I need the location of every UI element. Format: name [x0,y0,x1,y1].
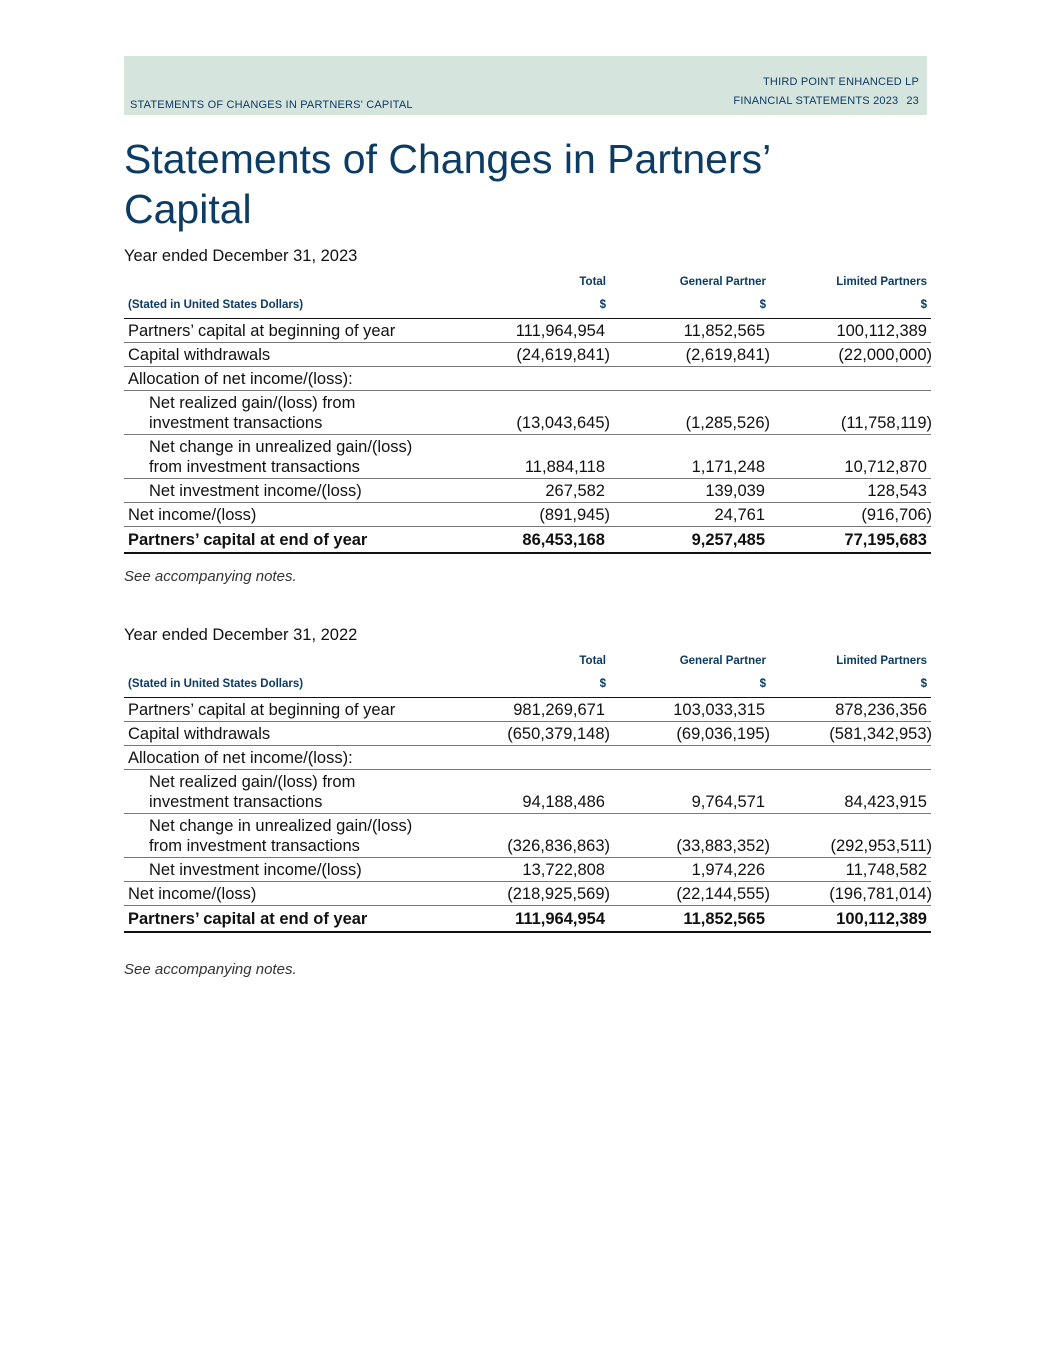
statement-2022 [124,622,931,933]
header-section-title: STATEMENTS OF CHANGES IN PARTNERS' CAPITAL [130,99,413,111]
value-limited-partners: 11,748,582 [769,858,931,882]
table-row [124,479,931,503]
value-general-partner: (1,285,526) [685,414,770,432]
footnote: See accompanying notes. [124,961,297,978]
unit-general-partner: $ [759,678,766,690]
capital-table-2023 [124,318,931,554]
value-total: (891,945) [539,506,610,524]
row-label: Partners’ capital at beginning of year [124,698,457,722]
row-label: Net income/(loss) [124,882,457,906]
section-heading: Year ended December 31, 2022 [124,626,358,644]
table-row [124,770,931,814]
total-row [124,527,931,554]
value-total: (13,043,645) [516,414,610,432]
table-row [124,698,931,722]
value-limited-partners: 128,543 [769,479,931,503]
footnote: See accompanying notes. [124,568,297,585]
unit-total: $ [599,299,606,311]
value-limited-partners: (581,342,953) [829,725,932,743]
value-total: 13,722,808 [457,858,609,882]
value-limited-partners: (916,706) [861,506,932,524]
value-total: 981,269,671 [457,698,609,722]
row-label [124,391,457,435]
row-label: Partners’ capital at end of year [124,527,457,554]
row-label: Allocation of net income/(loss): [124,746,931,770]
table-row [124,858,931,882]
row-label-line-2: from investment transactions [149,837,360,855]
value-limited-partners: (292,953,511) [830,837,932,855]
value-general-partner: (22,144,555) [676,885,770,903]
value-limited-partners: 878,236,356 [769,698,931,722]
row-label: Partners’ capital at beginning of year [124,319,457,343]
unit-general-partner: $ [759,299,766,311]
row-label-line-2: from investment transactions [149,458,360,476]
table-row [124,319,931,343]
column-total: Total [579,276,606,288]
value-limited-partners: (11,758,119) [840,414,932,432]
header-document-info [733,73,919,111]
row-label [124,435,457,479]
unit-label: (Stated in United States Dollars) [128,678,304,690]
value-general-partner: 24,761 [609,503,769,527]
value-total: 94,188,486 [457,770,609,814]
page-header [124,56,927,115]
unit-limited-partners: $ [920,678,927,690]
value-total: (218,925,569) [507,885,610,903]
table-row [124,367,931,391]
unit-label: (Stated in United States Dollars) [128,299,304,311]
column-general-partner: General Partner [679,276,766,288]
table-row [124,882,931,906]
column-limited-partners: Limited Partners [836,276,927,288]
row-label: Partners’ capital at end of year [124,906,457,933]
header-company: THIRD POINT ENHANCED LP [763,76,919,88]
value-total: 86,453,168 [457,527,609,554]
table-row [124,503,931,527]
row-label-line-2: investment transactions [149,414,323,432]
table-row [124,814,931,858]
value-general-partner: 1,974,226 [609,858,769,882]
value-general-partner: 11,852,565 [609,319,769,343]
column-general-partner: General Partner [679,655,766,667]
table-row [124,435,931,479]
column-total: Total [579,655,606,667]
header-doc-title: FINANCIAL STATEMENTS 2023 [733,95,899,107]
value-general-partner: 11,852,565 [609,906,769,933]
value-limited-partners: (22,000,000) [838,346,932,364]
statement-2023 [124,243,931,554]
column-headers [124,649,931,673]
row-label-line-1: Net change in unrealized gain/(loss) [149,817,413,835]
column-headers [124,270,931,294]
value-general-partner: (2,619,841) [685,346,770,364]
value-total: 267,582 [457,479,609,503]
unit-row [124,673,931,697]
unit-limited-partners: $ [920,299,927,311]
value-general-partner: (33,883,352) [676,837,770,855]
row-label: Capital withdrawals [124,722,457,746]
value-total: 111,964,954 [457,319,609,343]
column-limited-partners: Limited Partners [836,655,927,667]
table-row [124,391,931,435]
row-label [124,814,457,858]
value-limited-partners: 84,423,915 [769,770,931,814]
value-limited-partners: 100,112,389 [769,319,931,343]
row-label-line-2: investment transactions [149,793,323,811]
unit-row [124,294,931,318]
table-row [124,722,931,746]
value-limited-partners: 77,195,683 [769,527,931,554]
value-general-partner: 139,039 [609,479,769,503]
value-general-partner: 9,764,571 [609,770,769,814]
row-label-line-1: Net change in unrealized gain/(loss) [149,438,413,456]
row-label-line-1: Net realized gain/(loss) from [149,773,356,791]
page-number: 23 [906,95,919,107]
value-limited-partners: (196,781,014) [829,885,932,903]
value-total: (650,379,148) [507,725,610,743]
row-label: Net investment income/(loss) [124,858,457,882]
value-total: 11,884,118 [457,435,609,479]
value-general-partner: 1,171,248 [609,435,769,479]
value-general-partner: 9,257,485 [609,527,769,554]
total-row [124,906,931,933]
row-label [124,770,457,814]
row-label: Net investment income/(loss) [124,479,457,503]
table-row [124,343,931,367]
row-label-line-1: Net realized gain/(loss) from [149,394,356,412]
row-label: Capital withdrawals [124,343,457,367]
row-label: Allocation of net income/(loss): [124,367,931,391]
page-title: Statements of Changes in Partners’ Capital [124,136,770,232]
value-general-partner: (69,036,195) [676,725,770,743]
value-limited-partners: 10,712,870 [769,435,931,479]
value-total: 111,964,954 [457,906,609,933]
value-total: (24,619,841) [516,346,610,364]
value-total: (326,836,863) [507,837,610,855]
section-heading: Year ended December 31, 2023 [124,247,358,265]
row-label: Net income/(loss) [124,503,457,527]
capital-table-2022 [124,697,931,933]
unit-total: $ [599,678,606,690]
value-limited-partners: 100,112,389 [769,906,931,933]
table-row [124,746,931,770]
value-general-partner: 103,033,315 [609,698,769,722]
